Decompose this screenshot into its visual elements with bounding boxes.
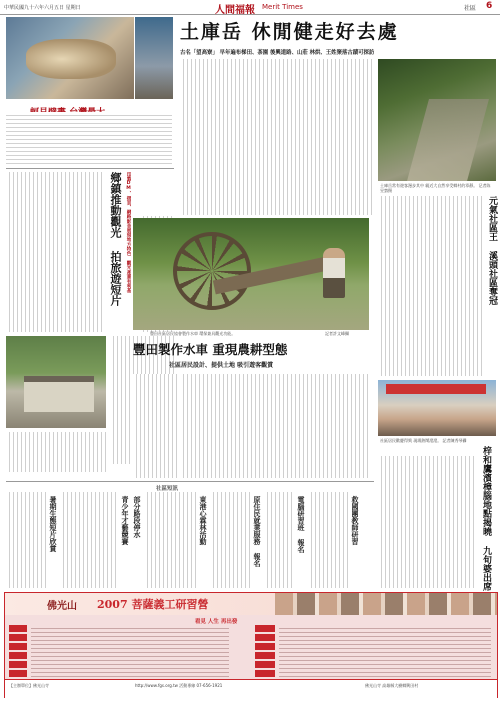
ad-photo-strip [275, 593, 497, 615]
lead-subtitle: 古名「望高寮」 早年遍布梯田、茶園 後興道路、山莊 林烘、王姓聚落古蹟可探訪 [180, 50, 375, 56]
header-date: 中華民國九十六年六月五日 星期日 [4, 5, 81, 11]
waterwheel-caption-right: 記者許文峰攝 [325, 331, 349, 336]
briefs-col-5 [264, 492, 294, 588]
divider-left [6, 168, 174, 169]
page-number: 6 [486, 1, 493, 11]
briefs-col-3 [144, 492, 196, 588]
shell-wall-photo-2 [135, 17, 173, 99]
waterwheel-body [180, 374, 370, 478]
ad-footer-left: 【主辦單位】佛光山寺 [9, 683, 49, 688]
brief-4: 東港心霖林活動 [199, 496, 207, 545]
award-banner [386, 384, 486, 394]
masthead: 人間福報 [215, 5, 255, 16]
brief-5: 原住民就業服務 報名 [253, 496, 261, 567]
waterwheel-subtitle: 社區居民設計、提供土地 吸引遊客觀賞 [169, 362, 274, 369]
brief-6: 電腦研習班 報名 [297, 496, 305, 553]
tree-body [378, 456, 474, 588]
old-house-roof [24, 376, 94, 412]
old-house-photo [6, 336, 106, 428]
lead-headline [180, 17, 495, 56]
ad-title: 2007 菩薩義工研習營 [97, 598, 209, 611]
brief-7: 救國團教師研習 [351, 496, 359, 545]
briefs-label-bar [6, 481, 374, 492]
briefs-area [6, 492, 374, 588]
waterwheel-person [323, 248, 345, 298]
ad-logo: 佛光山 [47, 601, 77, 612]
ad-left-text [31, 625, 229, 677]
header-bar [0, 0, 500, 15]
lead-photo-caption: 土庫岳常有遊客漫步其中 親近大自然享受鄉村的寧靜。 记者陈昱寰摄 [380, 183, 491, 193]
waterwheel-title: 豐田製作水車 重現農耕型態 [133, 342, 288, 357]
briefs-label: 社區短訊 [156, 486, 179, 492]
brief-1: 暑期生態短片欣賞 [49, 496, 57, 552]
briefs-col-1 [6, 492, 46, 588]
award-photo [378, 380, 496, 436]
promo-headline: 鄉鎮推動觀光 拍旅遊短片 [109, 172, 122, 306]
brief-2: 青少年才藝競賽 [121, 496, 129, 545]
shell-wall-body [6, 112, 172, 164]
ad-right-block [255, 625, 491, 677]
section-label: 社區 [464, 5, 477, 12]
briefs-col-2 [60, 492, 118, 588]
promo-body-left [6, 172, 104, 332]
lead-photo [378, 59, 496, 181]
waterwheel-headline [133, 340, 373, 369]
brief-3: 部分路段停水 [133, 496, 141, 538]
lead-body [180, 59, 375, 215]
ad-right-text [279, 625, 491, 677]
tree-headline: 梓和鷹濱樟腦地點揭曉 九旬婆出席 [481, 446, 491, 591]
ad-left-labels [9, 625, 27, 677]
community-body [378, 196, 482, 376]
promo-subhead: 印製DM、摺頁、網路影音展現地方特色 觀光產業有利基 [126, 172, 131, 293]
ad-right-labels [255, 625, 275, 677]
waterwheel-photo [133, 218, 369, 330]
briefs-col-4 [210, 492, 250, 588]
community-headline: 元氣社區王 溪頭社區奪冠 [487, 196, 497, 305]
ad-tagline: 看見 人生 再出發 [195, 619, 238, 625]
ad-footer-right: 佛光山寺 高雄縣大樹鄉興田村 [365, 683, 419, 688]
shell-wall-mural [26, 39, 116, 79]
waterwheel-caption-left: 豐田社區居民協會製作水車 環保兼具觀光功能。 [150, 331, 236, 336]
ad-banner [4, 592, 498, 698]
waterwheel-wheel [173, 232, 251, 310]
ad-footer [5, 679, 497, 698]
lead-photo-path [407, 99, 489, 181]
waterwheel-body-left [133, 374, 177, 478]
left-body-bottom [6, 432, 106, 472]
ad-left-block [9, 625, 229, 677]
masthead-en: Merit Times [262, 3, 303, 11]
shell-wall-photo [6, 17, 134, 99]
lead-title: 土庫岳 休閒健走好去處 [180, 21, 399, 43]
ad-contact: http://www.fgs.org.tw 活動專線 07-656-1921 [135, 683, 223, 688]
award-photo-caption: 社區居民歡慶得獎 現場熱鬧滾滾。 記者陳秀琴攝 [380, 438, 467, 443]
briefs-col-6 [308, 492, 348, 588]
